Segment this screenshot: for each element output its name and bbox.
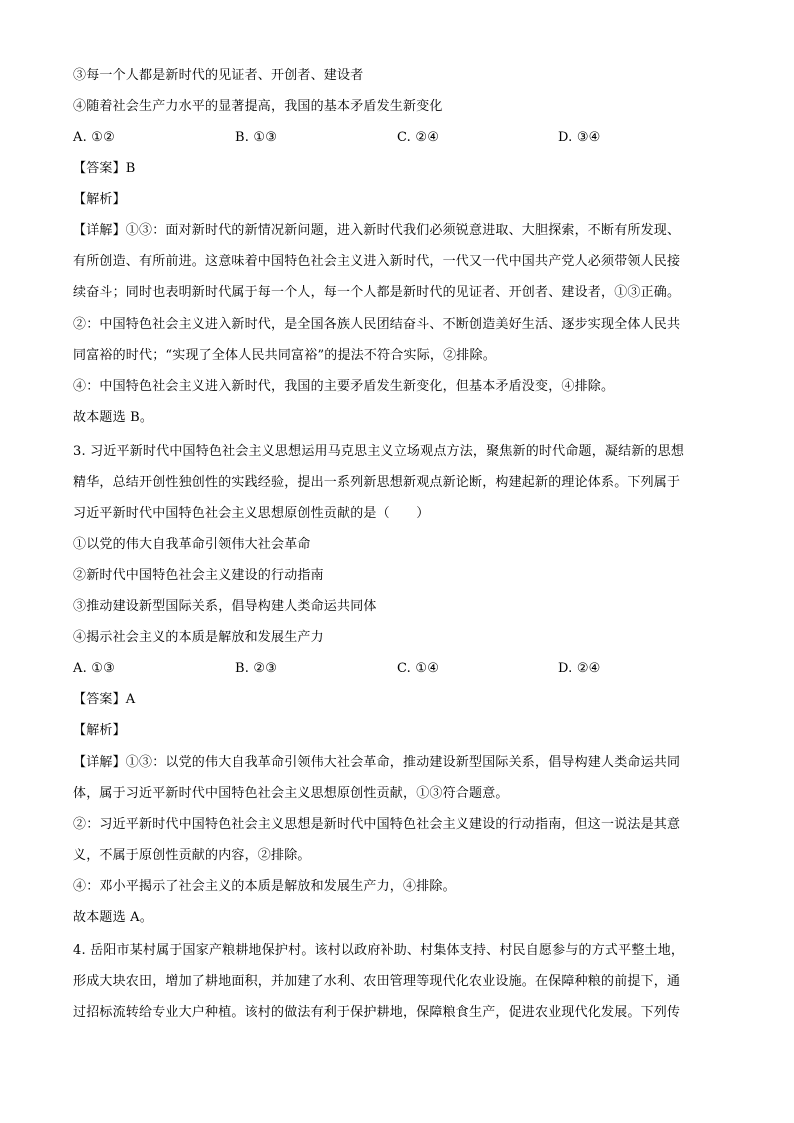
q2-detail-line: ②：中国特色社会主义进入新时代，是全国各族人民团结奋斗、不断创造美好生活、逐步实现全体人民共 [73, 317, 681, 332]
q3-option-c: C. ①④ [397, 661, 440, 676]
q3-analysis-title: 【解析】 [73, 723, 126, 738]
q3-option-b: B. ②③ [235, 661, 278, 676]
q3-detail-line: ④：邓小平揭示了社会主义的本质是解放和发展生产力，④排除。 [73, 879, 456, 894]
q2-detail-line: 有所创造、有所前进。这意味着中国特色社会主义进入新时代，一代又一代中国共产党人必须带领人民接 [73, 254, 681, 269]
q3-item-1: ①以党的伟大自我革命引领伟大社会革命 [73, 537, 311, 552]
q2-options [73, 129, 633, 147]
q3-item-3: ③推动建设新型国际关系，倡导构建人类命运共同体 [73, 599, 377, 614]
q2-option-a: A. ①② [73, 130, 115, 145]
q2-item-4: ④随着社会生产力水平的显著提高，我国的基本矛盾发生新变化 [73, 99, 443, 114]
q4-stem-line: 形成大块农田，增加了耕地面积，并加建了水利、农田管理等现代化农业设施。在保障种粮的前提下，通 [73, 974, 681, 989]
q4-stem-line: 4. 岳阳市某村属于国家产粮耕地保护村。该村以政府补助、村集体支持、村民自愿参与的方式平整土地， [73, 943, 685, 958]
q3-stem-line: 习近平新时代中国特色社会主义思想原创性贡献的是（ ） [73, 506, 430, 521]
q2-detail-line: ④：中国特色社会主义进入新时代，我国的主要矛盾发生新变化，但基本矛盾没变，④排除。 [73, 379, 615, 394]
q3-option-a: A. ①③ [73, 661, 115, 676]
q3-detail-line: 【详解】①③：以党的伟大自我革命引领伟大社会革命，推动建设新型国际关系，倡导构建人类命运共同 [73, 755, 681, 770]
q2-option-b: B. ①③ [235, 130, 278, 145]
q2-answer: 【答案】B [73, 161, 136, 176]
q4-stem-line: 过招标流转给专业大户种植。该村的做法有利于保护耕地，保障粮食生产，促进农业现代化发展。下列传 [73, 1005, 681, 1020]
q2-option-c: C. ②④ [397, 130, 440, 145]
q3-options [73, 660, 633, 678]
q2-option-d: D. ③④ [558, 130, 601, 145]
q3-detail-line: ②：习近平新时代中国特色社会主义思想是新时代中国特色社会主义建设的行动指南，但这一说法是其意 [73, 817, 681, 832]
q2-detail-line: 同富裕的时代；“实现了全体人民共同富裕”的提法不符合实际，②排除。 [73, 348, 496, 363]
q2-detail-line: 【详解】①③：面对新时代的新情况新问题，进入新时代我们必须锐意进取、大胆探索，不断有所发现、 [73, 223, 681, 238]
q3-conclusion: 故本题选 A。 [73, 910, 153, 925]
q3-option-d: D. ②④ [558, 661, 601, 676]
q2-conclusion: 故本题选 B。 [73, 410, 154, 425]
q3-detail-line: 义，不属于原创性贡献的内容，②排除。 [73, 848, 311, 863]
q2-item-3: ③每一个人都是新时代的见证者、开创者、建设者 [73, 68, 364, 83]
q3-stem-line: 3. 习近平新时代中国特色社会主义思想运用马克思主义立场观点方法，聚焦新的时代命题，凝结新的思想 [73, 444, 685, 459]
q3-stem-line: 精华，总结开创性独创性的实践经验，提出一系列新思想新观点新论断，构建起新的理论体系。下列属于 [73, 475, 681, 490]
q3-item-4: ④揭示社会主义的本质是解放和发展生产力 [73, 630, 324, 645]
q3-item-2: ②新时代中国特色社会主义建设的行动指南 [73, 568, 324, 583]
q2-analysis-title: 【解析】 [73, 192, 126, 207]
q2-detail-line: 续奋斗；同时也表明新时代属于每一个人，每一个人都是新时代的见证者、开创者、建设者，①③正确。 [73, 285, 681, 300]
q3-answer: 【答案】A [73, 692, 136, 707]
q3-detail-line: 体，属于习近平新时代中国特色社会主义思想原创性贡献，①③符合题意。 [73, 786, 509, 801]
